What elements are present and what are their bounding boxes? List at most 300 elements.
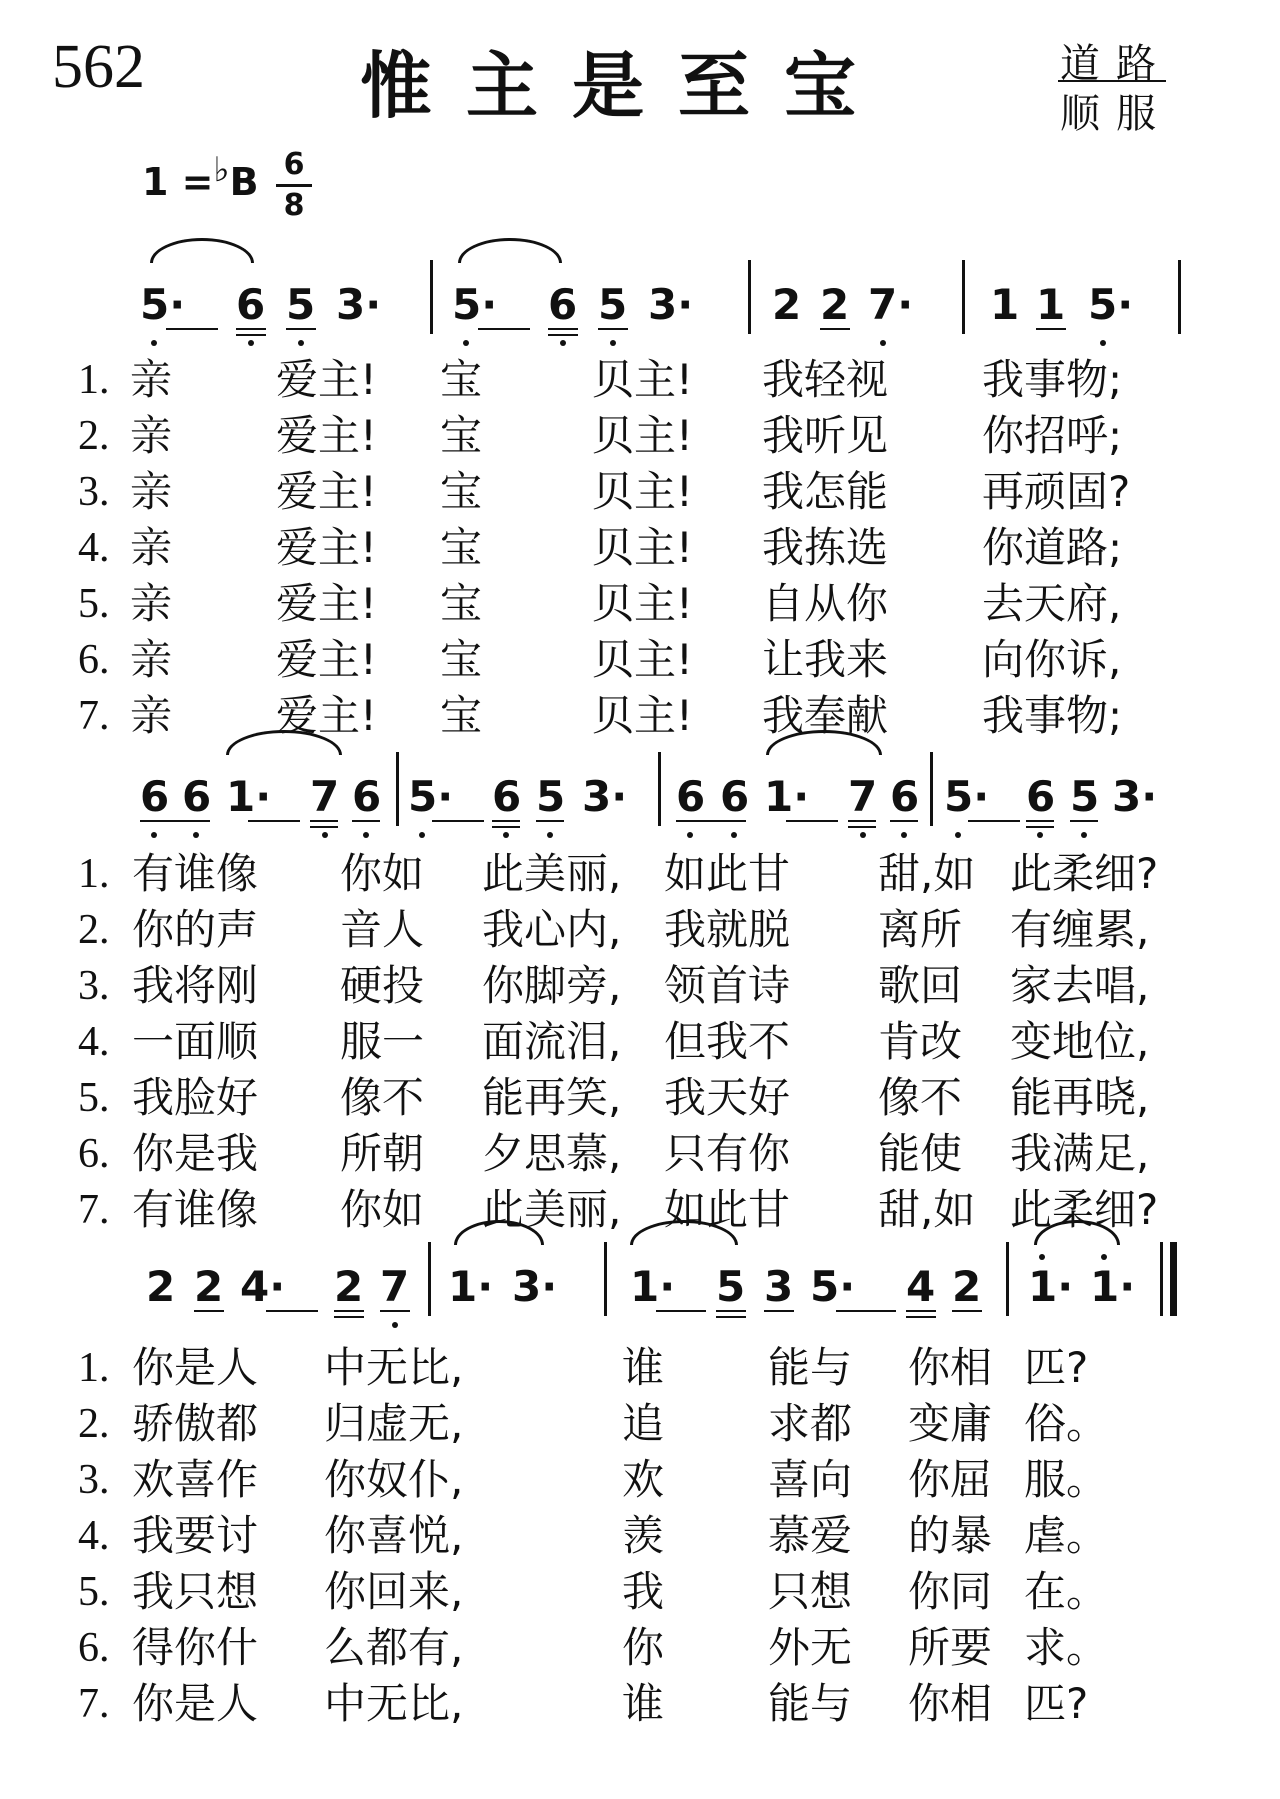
lyric-text: 此美丽, xyxy=(482,849,622,898)
beam-line xyxy=(1026,826,1054,828)
lyric-text: 一面顺 xyxy=(132,1017,259,1066)
lyric-text: 你如 xyxy=(340,1185,425,1234)
octave-dot xyxy=(860,832,866,838)
lyric-text: 你屈 xyxy=(908,1455,993,1504)
note: 2 xyxy=(146,1262,176,1311)
verse-number: 7. xyxy=(78,1681,110,1727)
lyric-text: 能与 xyxy=(768,1343,853,1392)
barline xyxy=(430,260,433,334)
lyric-text: 宝 xyxy=(440,579,483,628)
octave-dot xyxy=(687,832,693,838)
lyric-text: 宝 xyxy=(440,411,483,460)
lyric-text: 我天好 xyxy=(664,1073,791,1122)
lyric-text: 爱主! xyxy=(276,579,377,628)
lyric-text: 你道路; xyxy=(982,523,1123,572)
note: 3· xyxy=(648,280,694,329)
lyric-text: 家去唱, xyxy=(1010,961,1150,1010)
note: 6 xyxy=(676,772,706,821)
lyric-line xyxy=(78,1396,1258,1452)
barline xyxy=(1006,1242,1009,1316)
lyric-text: 向你诉, xyxy=(982,635,1122,684)
lyric-text: 像不 xyxy=(878,1073,963,1122)
note: 1· xyxy=(448,1262,494,1311)
lyric-text: 我事物; xyxy=(982,691,1123,740)
lyric-text: 求都 xyxy=(768,1399,853,1448)
note: 7 xyxy=(380,1262,410,1311)
octave-dot xyxy=(1101,1254,1107,1260)
lyric-text: 宝 xyxy=(440,691,483,740)
lyric-line xyxy=(78,1452,1258,1508)
lyric-text: 让我来 xyxy=(762,635,889,684)
lyric-text: 求。 xyxy=(1024,1623,1109,1672)
note: 1· xyxy=(764,772,810,821)
octave-dot xyxy=(1037,832,1043,838)
verse-number: 6. xyxy=(78,637,110,683)
note: 1 xyxy=(1036,280,1066,329)
lyric-text: 亲 xyxy=(130,523,173,572)
note: 7 xyxy=(310,772,340,821)
octave-dot xyxy=(463,340,469,346)
key-prefix: 1 = xyxy=(142,160,214,204)
notation-row-2 xyxy=(0,772,1280,842)
beam-line xyxy=(676,820,746,822)
lyric-line xyxy=(78,1070,1258,1126)
lyric-text: 变地位, xyxy=(1010,1017,1150,1066)
lyric-text: 我 xyxy=(622,1567,665,1616)
lyric-text: 你喜悦, xyxy=(324,1511,464,1560)
lyric-text: 宝 xyxy=(440,523,483,572)
lyric-text: 宝 xyxy=(440,467,483,516)
octave-dot xyxy=(880,340,886,346)
verse-number: 3. xyxy=(78,1457,110,1503)
barline xyxy=(604,1242,607,1316)
lyric-text: 你相 xyxy=(908,1343,993,1392)
note: 7 xyxy=(848,772,878,821)
lyric-text: 羡 xyxy=(622,1511,665,1560)
lyric-text: 爱主! xyxy=(276,523,377,572)
note: 4· xyxy=(240,1262,286,1311)
lyric-line xyxy=(78,408,1258,464)
lyric-text: 歌回 xyxy=(878,961,963,1010)
lyric-text: 你相 xyxy=(908,1679,993,1728)
lyric-text: 所朝 xyxy=(340,1129,425,1178)
note: 5 xyxy=(598,280,628,329)
verse-number: 2. xyxy=(78,1401,110,1447)
note: 1 xyxy=(990,280,1020,329)
octave-dot xyxy=(503,832,509,838)
beam-line xyxy=(952,1310,982,1312)
lyric-text: 贝主! xyxy=(592,411,693,460)
lyric-text: 我将刚 xyxy=(132,961,259,1010)
lyric-text: 你是我 xyxy=(132,1129,259,1178)
lyric-text: 爱主! xyxy=(276,467,377,516)
verse-number: 2. xyxy=(78,907,110,953)
beam-line xyxy=(786,820,838,822)
lyric-text: 贝主! xyxy=(592,523,693,572)
lyric-line xyxy=(78,1620,1258,1676)
note: 5· xyxy=(810,1262,856,1311)
note: 3 xyxy=(764,1262,794,1311)
beam-line xyxy=(1036,328,1066,330)
lyric-text: 夕思慕, xyxy=(482,1129,622,1178)
lyric-text: 再顽固? xyxy=(982,467,1131,516)
lyric-text: 谁 xyxy=(622,1343,665,1392)
time-sig-line xyxy=(276,184,312,187)
note: 2 xyxy=(772,280,802,329)
note: 2 xyxy=(820,280,850,329)
note: 6 xyxy=(182,772,212,821)
octave-dot xyxy=(610,340,616,346)
time-sig-bottom: 8 xyxy=(283,188,305,223)
verse-number: 1. xyxy=(78,1345,110,1391)
beam-line xyxy=(656,1310,706,1312)
verse-number: 2. xyxy=(78,413,110,459)
beam-line xyxy=(432,820,484,822)
octave-dot xyxy=(363,832,369,838)
lyric-text: 亲 xyxy=(130,411,173,460)
category-bottom: 顺服 xyxy=(1060,91,1172,137)
note: 5· xyxy=(408,772,454,821)
barline xyxy=(396,752,399,826)
lyric-line xyxy=(78,1014,1258,1070)
barline xyxy=(1178,260,1181,334)
lyric-text: 能使 xyxy=(878,1129,963,1178)
notation-row-1 xyxy=(0,280,1280,350)
lyric-text: 追 xyxy=(622,1399,665,1448)
lyric-text: 爱主! xyxy=(276,411,377,460)
lyric-text: 甜,如 xyxy=(878,849,976,898)
slur xyxy=(150,238,254,263)
lyric-text: 如此甘 xyxy=(664,1185,791,1234)
lyric-text: 中无比, xyxy=(324,1679,464,1728)
beam-line xyxy=(1026,820,1054,822)
note: 6 xyxy=(1026,772,1056,821)
key-signature xyxy=(142,150,259,204)
lyric-text: 亲 xyxy=(130,355,173,404)
verse-number: 7. xyxy=(78,693,110,739)
hymn-title: 惟主是至宝 xyxy=(360,44,891,128)
lyric-text: 贝主! xyxy=(592,691,693,740)
lyric-text: 匹? xyxy=(1024,1679,1089,1728)
lyric-text: 你招呼; xyxy=(982,411,1123,460)
lyric-text: 去天府, xyxy=(982,579,1122,628)
verse-number: 4. xyxy=(78,1019,110,1065)
lyric-text: 肯改 xyxy=(878,1017,963,1066)
lyric-text: 贝主! xyxy=(592,355,693,404)
lyric-text: 面流泪, xyxy=(482,1017,622,1066)
octave-dot xyxy=(547,832,553,838)
lyric-text: 领首诗 xyxy=(664,961,791,1010)
lyric-text: 此柔细? xyxy=(1010,849,1159,898)
lyric-line xyxy=(78,464,1258,520)
beam-line xyxy=(166,328,218,330)
beam-line xyxy=(236,334,266,336)
lyric-text: 爱主! xyxy=(276,635,377,684)
octave-dot xyxy=(1039,1254,1045,1260)
lyric-text: 的暴 xyxy=(908,1511,993,1560)
lyric-text: 宝 xyxy=(440,355,483,404)
note: 3· xyxy=(336,280,382,329)
octave-dot xyxy=(419,832,425,838)
lyric-text: 俗。 xyxy=(1024,1399,1109,1448)
beam-line xyxy=(716,1316,746,1318)
lyric-text: 我轻视 xyxy=(762,355,889,404)
note: 3· xyxy=(512,1262,558,1311)
lyric-text: 离所 xyxy=(878,905,963,954)
lyric-text: 宝 xyxy=(440,635,483,684)
lyric-text: 但我不 xyxy=(664,1017,791,1066)
lyric-line xyxy=(78,1340,1258,1396)
lyric-text: 么都有, xyxy=(324,1623,464,1672)
beam-line xyxy=(310,826,338,828)
final-barline-thin xyxy=(1160,1242,1163,1316)
lyric-line xyxy=(78,632,1258,688)
key-tonic: B xyxy=(229,160,259,204)
beam-line xyxy=(598,328,628,330)
lyric-text: 你 xyxy=(622,1623,665,1672)
lyric-text: 外无 xyxy=(768,1623,853,1672)
lyric-text: 硬投 xyxy=(340,961,425,1010)
note: 6 xyxy=(492,772,522,821)
hymn-number: 562 xyxy=(52,33,145,101)
beam-line xyxy=(836,1310,896,1312)
verse-number: 6. xyxy=(78,1131,110,1177)
lyric-line xyxy=(78,958,1258,1014)
slur xyxy=(458,238,562,263)
lyric-text: 慕爱 xyxy=(768,1511,853,1560)
beam-line xyxy=(334,1310,364,1312)
note: 5 xyxy=(536,772,566,821)
lyric-text: 我听见 xyxy=(762,411,889,460)
beam-line xyxy=(352,820,380,822)
verse-number: 1. xyxy=(78,851,110,897)
lyric-text: 自从你 xyxy=(762,579,889,628)
note: 6 xyxy=(890,772,920,821)
lyric-line xyxy=(78,520,1258,576)
flat-icon: ♭ xyxy=(213,150,230,190)
octave-dot xyxy=(731,832,737,838)
lyric-text: 你如 xyxy=(340,849,425,898)
note: 2 xyxy=(952,1262,982,1311)
note: 5· xyxy=(452,280,498,329)
lyric-text: 服。 xyxy=(1024,1455,1109,1504)
lyric-line xyxy=(78,576,1258,632)
lyric-line xyxy=(78,1508,1258,1564)
beam-line xyxy=(1070,820,1098,822)
lyric-text: 音人 xyxy=(340,905,425,954)
lyric-text: 我事物; xyxy=(982,355,1123,404)
note: 6 xyxy=(236,280,266,329)
lyric-text: 你的声 xyxy=(132,905,259,954)
beam-line xyxy=(536,820,564,822)
lyric-text: 我要讨 xyxy=(132,1511,259,1560)
beam-line xyxy=(968,820,1020,822)
lyric-text: 爱主! xyxy=(276,691,377,740)
note: 6 xyxy=(548,280,578,329)
verse-number: 4. xyxy=(78,525,110,571)
lyric-text: 贝主! xyxy=(592,579,693,628)
octave-dot xyxy=(322,832,328,838)
beam-line xyxy=(820,328,850,330)
barline xyxy=(658,752,661,826)
verse-number: 1. xyxy=(78,357,110,403)
note: 2 xyxy=(194,1262,224,1311)
octave-dot xyxy=(248,340,254,346)
lyric-text: 只想 xyxy=(768,1567,853,1616)
beam-line xyxy=(248,820,300,822)
barline xyxy=(428,1242,431,1316)
lyric-line xyxy=(78,846,1258,902)
beam-line xyxy=(286,328,316,330)
beam-line xyxy=(236,328,266,330)
octave-dot xyxy=(151,832,157,838)
note: 6 xyxy=(140,772,170,821)
lyric-text: 服一 xyxy=(340,1017,425,1066)
beam-line xyxy=(906,1310,936,1312)
note: 1· xyxy=(1090,1262,1136,1311)
octave-dot xyxy=(298,340,304,346)
lyric-text: 我只想 xyxy=(132,1567,259,1616)
verse-number: 7. xyxy=(78,1187,110,1233)
octave-dot xyxy=(955,832,961,838)
notation-row-3 xyxy=(0,1262,1280,1332)
lyric-text: 贝主! xyxy=(592,635,693,684)
note: 6 xyxy=(352,772,382,821)
lyric-text: 你是人 xyxy=(132,1343,259,1392)
beam-line xyxy=(716,1310,746,1312)
time-sig-top: 6 xyxy=(283,147,305,182)
octave-dot xyxy=(1081,832,1087,838)
note: 1· xyxy=(630,1262,676,1311)
lyric-text: 此柔细? xyxy=(1010,1185,1159,1234)
lyric-text: 所要 xyxy=(908,1623,993,1672)
beam-line xyxy=(310,820,338,822)
beam-line xyxy=(906,1316,936,1318)
beam-line xyxy=(548,328,578,330)
beam-line xyxy=(492,820,520,822)
octave-dot xyxy=(1100,340,1106,346)
barline xyxy=(930,752,933,826)
category-top: 道路 xyxy=(1060,41,1172,87)
octave-dot xyxy=(193,832,199,838)
lyric-text: 有谁像 xyxy=(132,849,259,898)
note: 5· xyxy=(944,772,990,821)
beam-line xyxy=(380,1310,410,1312)
beam-line xyxy=(194,1310,224,1312)
octave-dot xyxy=(560,340,566,346)
note: 1· xyxy=(1028,1262,1074,1311)
lyric-text: 欢 xyxy=(622,1455,665,1504)
note: 4 xyxy=(906,1262,936,1311)
verse-number: 3. xyxy=(78,963,110,1009)
lyric-text: 你奴仆, xyxy=(324,1455,464,1504)
beam-line xyxy=(266,1310,318,1312)
beam-line xyxy=(848,826,876,828)
beam-line xyxy=(548,334,578,336)
lyric-text: 你回来, xyxy=(324,1567,464,1616)
barline xyxy=(962,260,965,334)
verse-number: 5. xyxy=(78,1075,110,1121)
lyric-text: 欢喜作 xyxy=(132,1455,259,1504)
barline xyxy=(748,260,751,334)
lyric-line xyxy=(78,352,1258,408)
lyric-line xyxy=(78,902,1258,958)
lyric-text: 骄傲都 xyxy=(132,1399,259,1448)
octave-dot xyxy=(901,832,907,838)
lyric-text: 变庸 xyxy=(908,1399,993,1448)
lyric-text: 中无比, xyxy=(324,1343,464,1392)
lyric-text: 甜,如 xyxy=(878,1185,976,1234)
lyric-text: 谁 xyxy=(622,1679,665,1728)
lyric-text: 你同 xyxy=(908,1567,993,1616)
lyric-text: 有谁像 xyxy=(132,1185,259,1234)
verse-number: 5. xyxy=(78,1569,110,1615)
beam-line xyxy=(764,1310,794,1312)
lyric-text: 能再笑, xyxy=(482,1073,622,1122)
lyric-text: 有缠累, xyxy=(1010,905,1150,954)
note: 6 xyxy=(720,772,750,821)
note: 3· xyxy=(1112,772,1158,821)
lyric-text: 我脸好 xyxy=(132,1073,259,1122)
note: 5 xyxy=(286,280,316,329)
lyric-text: 贝主! xyxy=(592,467,693,516)
beam-line xyxy=(890,820,918,822)
lyric-text: 亲 xyxy=(130,467,173,516)
verse-number: 5. xyxy=(78,581,110,627)
lyric-text: 你脚旁, xyxy=(482,961,622,1010)
lyric-text: 我奉献 xyxy=(762,691,889,740)
lyric-text: 爱主! xyxy=(276,355,377,404)
lyric-text: 我就脱 xyxy=(664,905,791,954)
lyric-text: 如此甘 xyxy=(664,849,791,898)
lyric-text: 此美丽, xyxy=(482,1185,622,1234)
lyric-text: 归虚无, xyxy=(324,1399,464,1448)
note: 5 xyxy=(1070,772,1100,821)
lyric-text: 能与 xyxy=(768,1679,853,1728)
lyric-text: 我心内, xyxy=(482,905,622,954)
lyric-text: 虐。 xyxy=(1024,1511,1109,1560)
lyric-text: 喜向 xyxy=(768,1455,853,1504)
lyric-text: 亲 xyxy=(130,579,173,628)
lyric-text: 我怎能 xyxy=(762,467,889,516)
note: 1· xyxy=(226,772,272,821)
lyric-line xyxy=(78,1676,1258,1732)
note: 5· xyxy=(1088,280,1134,329)
verse-number: 4. xyxy=(78,1513,110,1559)
lyric-text: 你是人 xyxy=(132,1679,259,1728)
beam-line xyxy=(334,1316,364,1318)
beam-line xyxy=(478,328,530,330)
beam-line xyxy=(140,820,210,822)
note: 5 xyxy=(716,1262,746,1311)
note: 2 xyxy=(334,1262,364,1311)
lyric-text: 亲 xyxy=(130,691,173,740)
lyric-text: 在。 xyxy=(1024,1567,1109,1616)
lyric-text: 得你什 xyxy=(132,1623,259,1672)
lyric-text: 像不 xyxy=(340,1073,425,1122)
octave-dot xyxy=(151,340,157,346)
lyric-text: 能再晓, xyxy=(1010,1073,1150,1122)
time-signature xyxy=(276,147,312,223)
lyric-text: 匹? xyxy=(1024,1343,1089,1392)
lyric-text: 我满足, xyxy=(1010,1129,1150,1178)
note: 3· xyxy=(582,772,628,821)
lyric-line xyxy=(78,1564,1258,1620)
beam-line xyxy=(848,820,876,822)
lyric-text: 我拣选 xyxy=(762,523,889,572)
beam-line xyxy=(492,826,520,828)
verse-number: 3. xyxy=(78,469,110,515)
